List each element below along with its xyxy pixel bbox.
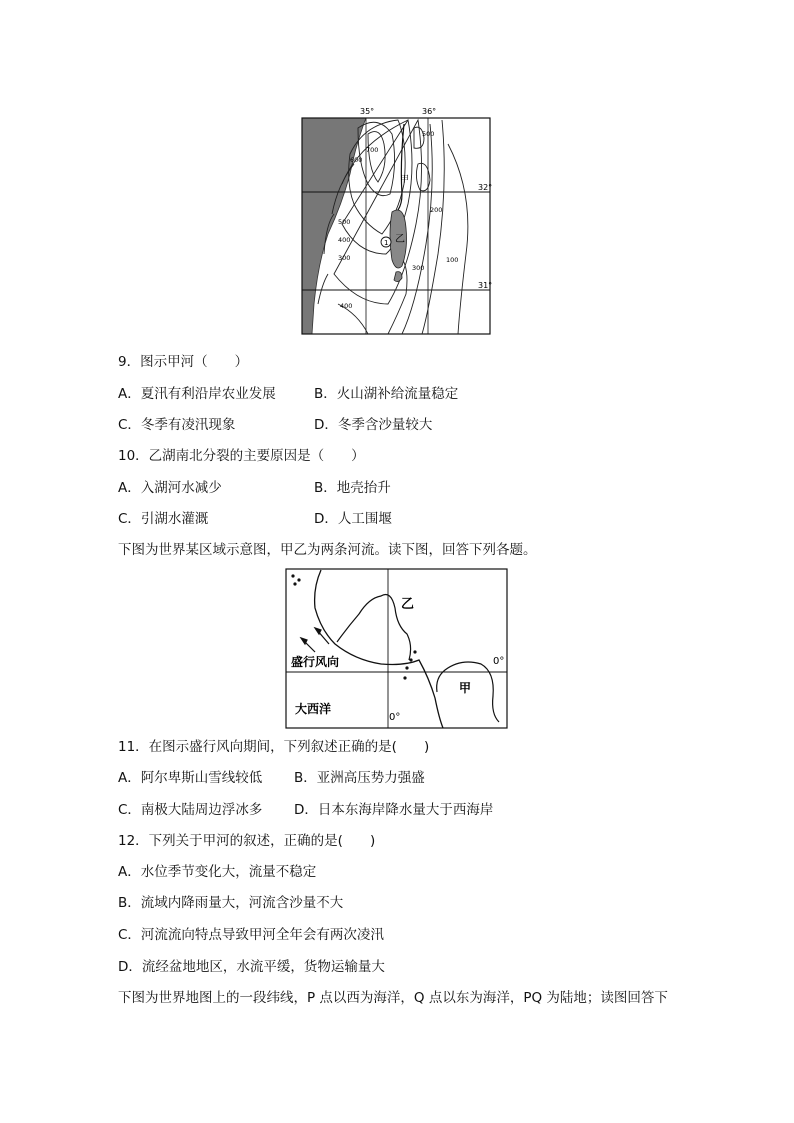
q11-option-a: A．阿尔卑斯山雪线较低 — [118, 770, 263, 786]
lat-label-31: 31° — [478, 281, 493, 290]
region-map-svg — [285, 568, 509, 730]
contour-label: 500 — [338, 218, 351, 226]
section-intro-3: 下图为世界地图上的一段纬线，P 点以西为海洋，Q 点以东为海洋，PQ 为陆地；读图回答下 — [118, 990, 668, 1006]
section-intro-2: 下图为世界某区域示意图，甲乙为两条河流。读下图，回答下列各题。 — [118, 542, 537, 558]
lat-label-32: 32° — [478, 183, 493, 192]
q12-option-c: C．河流流向特点导致甲河全年会有两次凌汛 — [118, 927, 384, 943]
q11-option-c: C．南极大陆周边浮冰多 — [118, 802, 263, 818]
contour-map-svg — [298, 104, 494, 344]
q9-option-d: D．冬季含沙量较大 — [314, 417, 433, 433]
contour-map-figure — [298, 104, 494, 344]
label-zero-lat: 0° — [493, 656, 505, 667]
q11-option-b: B．亚洲高压势力强盛 — [294, 770, 425, 786]
region-map-figure — [285, 568, 509, 730]
q9-option-a: A．夏汛有利沿岸农业发展 — [118, 386, 276, 402]
circled-label: 1 — [384, 239, 389, 247]
place-label-yi: 乙 — [395, 234, 405, 245]
label-ocean: 大西洋 — [295, 702, 332, 716]
q10-option-b: B．地壳抬升 — [314, 480, 391, 496]
q10-option-a: A．入湖河水减少 — [118, 480, 222, 496]
label-jia: 甲 — [459, 681, 472, 695]
q11-stem: 11．在图示盛行风向期间，下列叙述正确的是( ) — [118, 739, 430, 755]
q9-stem: 9．图示甲河（ ） — [118, 354, 249, 370]
contour-label: 400 — [340, 302, 353, 310]
contour-label: 300 — [412, 264, 425, 272]
q11-option-d: D．日本东海岸降水量大于西海岸 — [294, 802, 494, 818]
q12-stem: 12．下列关于甲河的叙述，正确的是( ) — [118, 833, 376, 849]
label-wind: 盛行风向 — [291, 655, 340, 669]
lake-yi-south — [394, 272, 402, 282]
q10-stem: 10．乙湖南北分裂的主要原因是（ ） — [118, 448, 365, 464]
lon-label-35: 35° — [360, 107, 375, 116]
q9-option-c: C．冬季有凌汛现象 — [118, 417, 236, 433]
contour-label: 600 — [350, 156, 363, 164]
sea-area — [302, 118, 366, 334]
q10-option-c: C．引湖水灌溉 — [118, 511, 209, 527]
q12-option-a: A．水位季节变化大，流量不稳定 — [118, 864, 317, 880]
q9-option-b: B．火山湖补给流量稳定 — [314, 386, 459, 402]
q12-option-d: D．流经盆地地区，水流平缓，货物运输量大 — [118, 959, 385, 975]
q12-option-b: B．流域内降雨量大，河流含沙量不大 — [118, 895, 344, 911]
contour-label: 500 — [422, 130, 435, 138]
contour-label: 700 — [366, 146, 379, 154]
label-zero-lon: 0° — [389, 712, 401, 723]
lon-label-36: 36° — [422, 107, 437, 116]
contour-label: 300 — [338, 254, 351, 262]
label-yi: 乙 — [401, 597, 415, 612]
contour-label: 200 — [430, 206, 443, 214]
contour-label: 400 — [338, 236, 351, 244]
contour-label: 100 — [446, 256, 459, 264]
place-label-jia: 甲 — [400, 175, 410, 185]
q10-option-d: D．人工围堰 — [314, 511, 392, 527]
